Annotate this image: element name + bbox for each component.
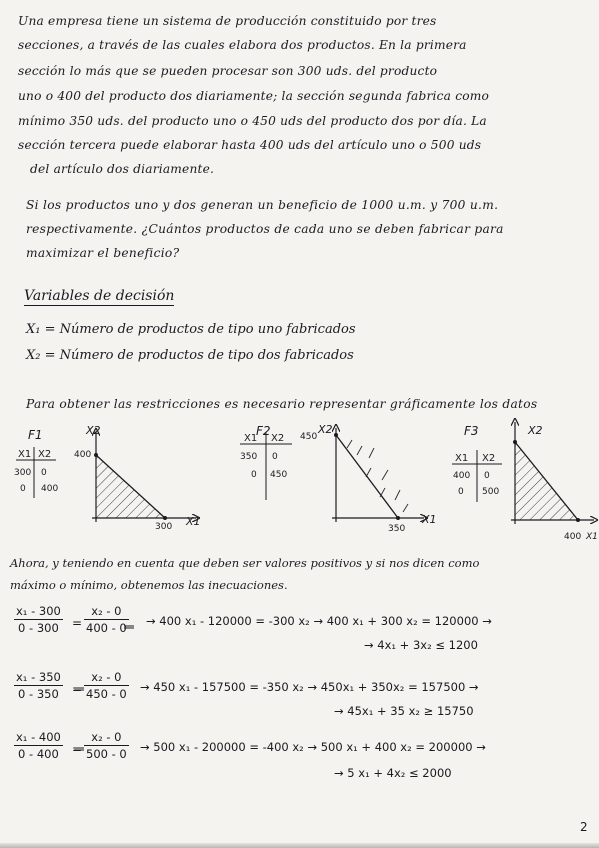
equation-1-den-2: 400 - 0 xyxy=(86,621,127,635)
after-line-2: máximo o mínimo, obtenemos las inecuaciones. xyxy=(10,578,288,592)
problem-line-4: uno o 400 del producto dos diariamente; la sección segunda fabrica como xyxy=(18,89,490,103)
graph-f2-table-r2c2: 450 xyxy=(270,470,288,480)
equation-1-line-1: → 400 x₁ - 120000 = -300 x₂ → 400 x₁ + 300 x₂ = 120000 → xyxy=(146,614,492,628)
equation-2-fraction-1 xyxy=(14,670,63,701)
graph-f1-x-tick: 300 xyxy=(155,522,173,532)
graph-f2-y-tick: 450 xyxy=(300,432,318,442)
graph-f3-x-label: X1 xyxy=(586,532,598,542)
decision-heading: Variables de decisión xyxy=(24,288,175,304)
graph-f1-table-r1c2: 0 xyxy=(41,468,47,478)
decision-x2: X₂ = Número de productos de tipo dos fabricados xyxy=(26,348,354,363)
equation-2-equals: = xyxy=(72,682,83,696)
problem-line-7: del artículo dos diariamente. xyxy=(30,162,215,176)
problem-line-1: Una empresa tiene un sistema de producción constituido por tres xyxy=(18,14,437,28)
graph-f1-table-h2: X2 xyxy=(38,449,52,460)
graph-f2-line xyxy=(336,435,398,518)
after-line-1: Ahora, y teniendo en cuenta que deben ser valores positivos y si nos dicen como xyxy=(10,556,480,570)
equation-3-den-1: 0 - 400 xyxy=(14,745,63,761)
graph-f3-table-r1c1: 400 xyxy=(453,471,471,481)
equation-1-fraction-2 xyxy=(84,604,129,635)
problem-line-5: mínimo 350 uds. del producto uno o 450 uds del producto dos por día. La xyxy=(18,114,487,128)
equation-3-line-2: → 5 x₁ + 4x₂ ≤ 2000 xyxy=(334,766,452,780)
problem-line-6: sección tercera puede elaborar hasta 400 uds del artículo uno o 500 uds xyxy=(18,138,482,152)
problem-line-2: secciones, a través de las cuales elabora dos productos. En la primera xyxy=(18,38,467,52)
graph-f2-x-tick: 350 xyxy=(388,524,406,534)
equation-2-den-1: 0 - 350 xyxy=(14,685,63,701)
equation-2-num-2: x₂ - 0 xyxy=(91,670,122,684)
graph-f2-table-r1c1: 350 xyxy=(240,452,258,462)
graph-f1-y-tick: 400 xyxy=(74,450,92,460)
graph-f2-y-label: X2 xyxy=(318,423,333,436)
graph-f2 xyxy=(240,428,424,522)
graph-f2-x-label: X1 xyxy=(422,513,437,526)
restrictions-intro: Para obtener las restricciones es necesario representar gráficamente los datos xyxy=(26,397,538,411)
graph-f2-table-h2: X2 xyxy=(271,433,285,444)
equation-1-num-2: x₂ - 0 xyxy=(91,604,122,618)
equation-3-den-2: 500 - 0 xyxy=(86,747,127,761)
graph-f2-name: F2 xyxy=(256,424,271,438)
graph-f3-x-tick: 400 xyxy=(564,532,582,542)
graph-f3-table-h2: X2 xyxy=(482,453,496,464)
graph-f3-table-r1c2: 0 xyxy=(484,471,490,481)
equation-2-line-1: → 450 x₁ - 157500 = -350 x₂ → 450x₁ + 350x₂ = 157500 → xyxy=(140,680,479,694)
graph-f3-y-label: X2 xyxy=(528,424,543,437)
equation-3-num-1: x₁ - 400 xyxy=(16,730,61,744)
equation-1-line-2: → 4x₁ + 3x₂ ≤ 1200 xyxy=(364,638,478,652)
problem-line-3: sección lo más que se pueden procesar son 300 uds. del producto xyxy=(18,64,438,78)
question-line-2: respectivamente. ¿Cuántos productos de cada uno se deben fabricar para xyxy=(26,222,504,236)
equation-2-line-2: → 45x₁ + 35 x₂ ≥ 15750 xyxy=(334,704,474,718)
page-number: 2 xyxy=(580,820,588,834)
equation-1-equals: = xyxy=(72,616,83,630)
question-line-1: Si los productos uno y dos generan un beneficio de 1000 u.m. y 700 u.m. xyxy=(26,198,499,212)
equation-3-num-2: x₂ - 0 xyxy=(91,730,122,744)
equation-1-num-1: x₁ - 300 xyxy=(16,604,61,618)
graph-f3-table-r2c1: 0 xyxy=(458,487,464,497)
graph-f1-x-label: X1 xyxy=(186,515,201,528)
equation-3-equals: = xyxy=(72,742,83,756)
equation-1-den-1: 0 - 300 xyxy=(14,619,63,635)
graph-f2-feasible-hatch xyxy=(347,440,408,512)
equation-2-fraction-2 xyxy=(84,670,129,701)
equation-3-fraction-1 xyxy=(14,730,63,761)
graph-f1-table-r2c2: 400 xyxy=(41,484,59,494)
graph-f3-name: F3 xyxy=(464,424,479,438)
graph-f1-table-h1: X1 xyxy=(18,449,32,460)
graph-f1-table-r2c1: 0 xyxy=(20,484,26,494)
decision-x1: X₁ = Número de productos de tipo uno fabricados xyxy=(26,322,356,337)
graph-f1-y-label: X2 xyxy=(86,424,101,437)
equation-2-num-1: x₁ - 350 xyxy=(16,670,61,684)
question-line-3: maximizar el beneficio? xyxy=(26,246,180,260)
equation-2-den-2: 450 - 0 xyxy=(86,687,127,701)
graph-f3-table-h1: X1 xyxy=(455,453,469,464)
graph-f2-table-r2c1: 0 xyxy=(251,470,257,480)
equation-3-fraction-2 xyxy=(84,730,129,761)
graph-f3-table-r2c2: 500 xyxy=(482,487,500,497)
graph-f2-table-h1: X1 xyxy=(244,433,258,444)
equation-3-line-1: → 500 x₁ - 200000 = -400 x₂ → 500 x₁ + 400 x₂ = 200000 → xyxy=(140,740,486,754)
graph-f1-name: F1 xyxy=(28,428,43,442)
page-edge xyxy=(0,843,599,848)
graph-f2-table-r1c2: 0 xyxy=(272,452,278,462)
graph-f1-table-r1c1: 300 xyxy=(14,468,32,478)
equation-1-fraction-1 xyxy=(14,604,63,635)
